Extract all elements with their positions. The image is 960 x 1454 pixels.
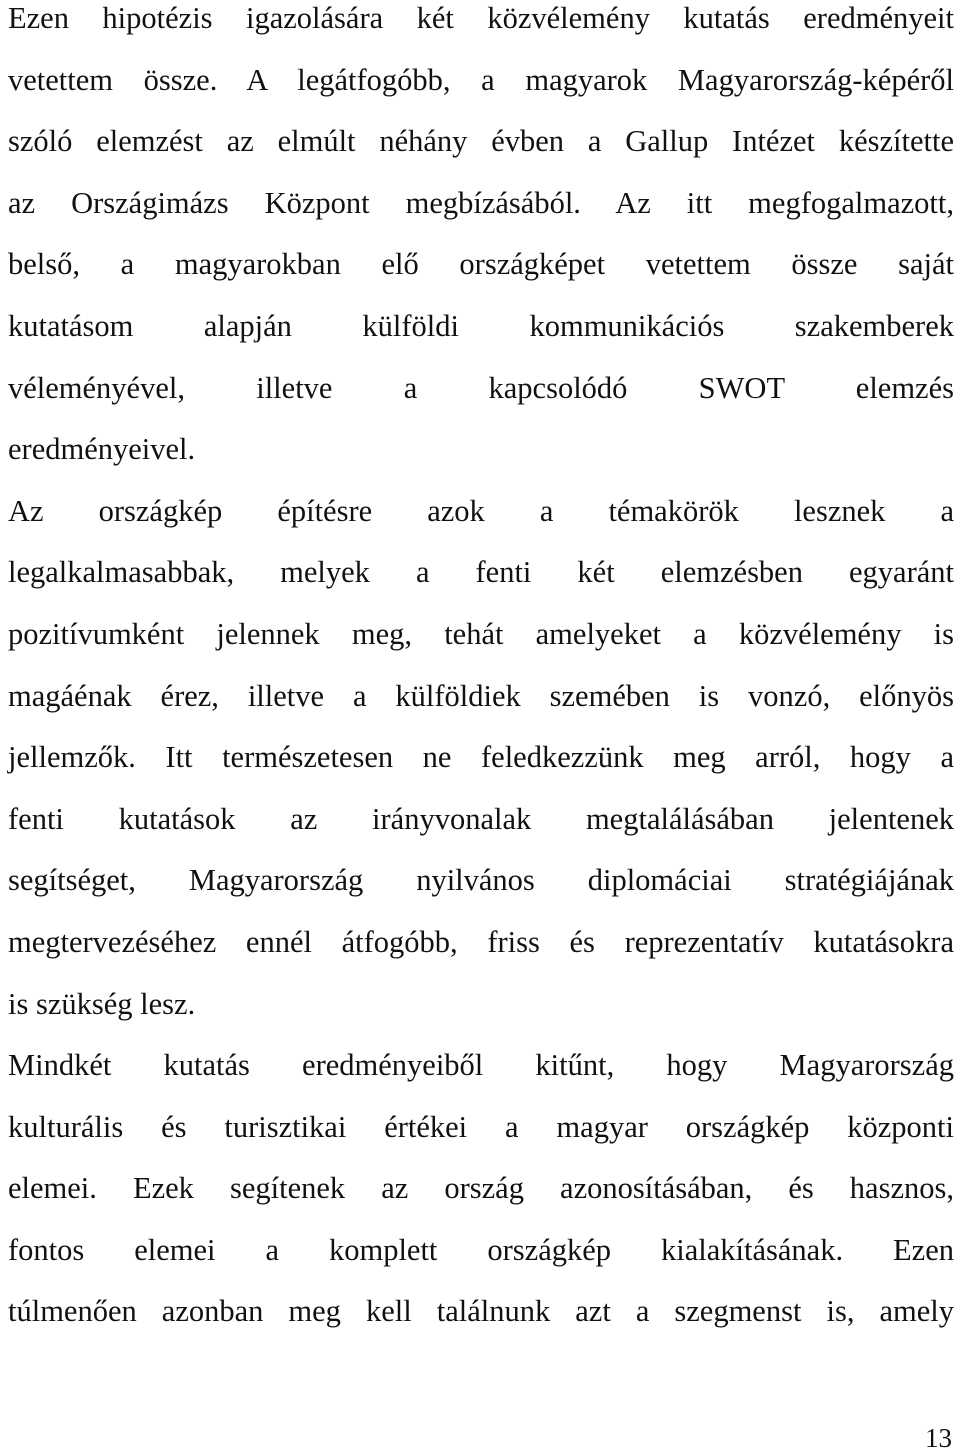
text-line: magáénak érez, illetve a külföldiek szemében is vonzó, előnyös — [8, 678, 954, 713]
page-number: 13 — [925, 1423, 952, 1453]
text-line: eredményeivel. — [8, 432, 196, 467]
text-line: Az országkép építésre azok a témakörök lesznek a — [8, 493, 954, 528]
text-line: is szükség lesz. — [8, 986, 196, 1021]
text-line: Ezen hipotézis igazolására két közvélemény kutatás eredményeit — [8, 1, 954, 35]
text-line: belső, a magyarokban elő országképet vetettem össze saját — [8, 247, 954, 282]
text-line: vetettem össze. A legátfogóbb, a magyarok Magyarország-képéről — [8, 62, 954, 97]
text-line: fenti kutatások az irányvonalak megtalálásában jelentenek — [8, 801, 954, 836]
text-line: megtervezéséhez ennél átfogóbb, friss és reprezentatív kutatásokra — [8, 924, 954, 959]
text-line: legalkalmasabbak, melyek a fenti két elemzésben egyaránt — [8, 555, 954, 590]
text-line: jellemzők. Itt természetesen ne feledkezzünk meg arról, hogy a — [8, 740, 954, 775]
text-line: véleményével, illetve a kapcsolódó SWOT elemzés — [8, 370, 954, 405]
document-page — [8, 0, 954, 1343]
text-line: fontos elemei a komplett országkép kialakításának. Ezen — [8, 1232, 954, 1267]
text-line: az Országimázs Központ megbízásából. Az itt megfogalmazott, — [8, 185, 954, 220]
text-line: elemei. Ezek segítenek az ország azonosításában, és hasznos, — [8, 1171, 954, 1206]
text-line: segítséget, Magyarország nyilvános diplomáciai stratégiájának — [8, 863, 954, 898]
text-line: túlmenően azonban meg kell találnunk azt a szegmenst is, amely — [8, 1294, 954, 1329]
text-line: Mindkét kutatás eredményeiből kitűnt, hogy Magyarország — [8, 1048, 954, 1083]
text-line: pozitívumként jelennek meg, tehát amelyeket a közvélemény is — [8, 616, 954, 651]
text-line: szóló elemzést az elmúlt néhány évben a Gallup Intézet készítette — [8, 124, 954, 159]
text-line: kulturális és turisztikai értékei a magyar országkép központi — [8, 1109, 954, 1144]
text-line: kutatásom alapján külföldi kommunikációs szakemberek — [8, 308, 954, 343]
